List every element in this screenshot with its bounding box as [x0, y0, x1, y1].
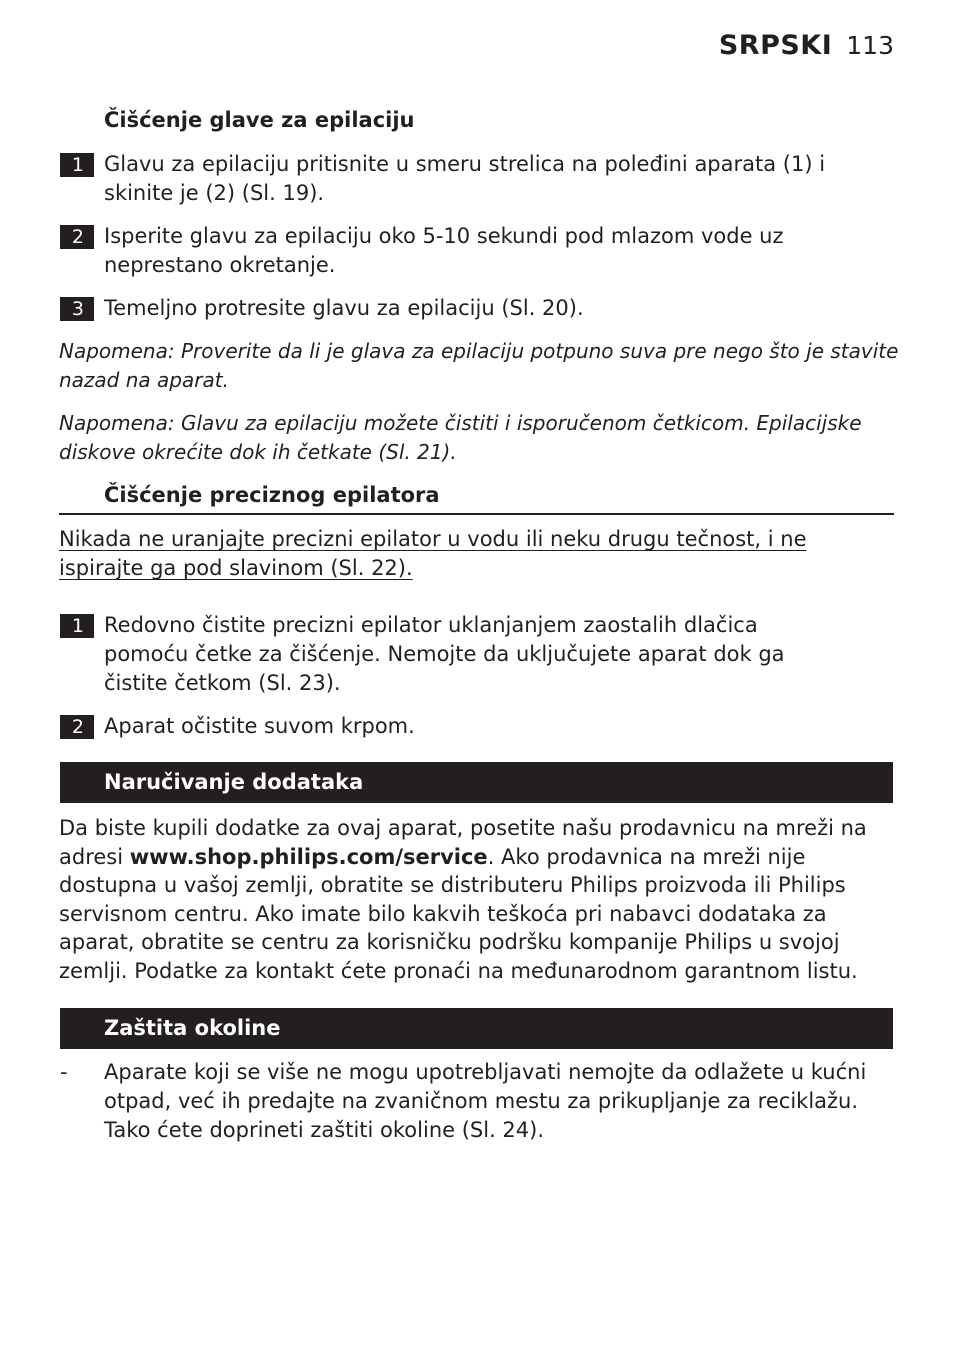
section-title-precision-epilator: Čišćenje preciznog epilatora [104, 483, 440, 507]
step-text: Glavu za epilaciju pritisnite u smeru strelica na poleđini aparata (1) i skinite je (2) (Sl. 19). [104, 152, 826, 205]
step-number: 1 [60, 614, 94, 638]
page-header [719, 30, 894, 61]
paragraph-text: Da biste kupili dodatke za ovaj aparat, posetite našu prodavnicu na mreži na adresi [59, 816, 867, 869]
step-text: Temeljno protresite glavu za epilaciju (Sl. 20). [104, 296, 584, 320]
step-number: 3 [60, 297, 94, 321]
bullet-text: Aparate koji se više ne mogu upotrebljavati nemojte da odlažete u kućni otpad, već ih predajte na zvaničnom mestu za prikupljanje za reciklažu. Tako ćete doprineti zaštiti okoline (Sl. 24). [104, 1060, 867, 1142]
divider [59, 513, 894, 515]
step-text: Aparat očistite suvom krpom. [104, 714, 415, 738]
shop-url-link[interactable]: www.shop.philips.com/service [129, 844, 488, 869]
step-number: 1 [60, 153, 94, 177]
ordering-paragraph [59, 814, 899, 986]
section-bar-environment [60, 1008, 893, 1049]
section-title-cleaning-head: Čišćenje glave za epilaciju [104, 108, 415, 132]
step-number: 2 [60, 715, 94, 739]
step-number: 2 [60, 225, 94, 249]
section-title: Naručivanje dodataka [104, 770, 364, 794]
section-title: Zaštita okoline [104, 1016, 281, 1040]
page-number: 113 [846, 31, 894, 60]
paragraph-text: . Ako prodavnica na mreži nije dostupna u vašoj zemlji, obratite se distributeru Philips proizvoda ili Philips servisnom centru. Ako imate bilo kakvih teškoća pri nabavci dodataka za aparat, obratite se centru za korisničku podršku kompanije Philips u svojoj zemlji. Podatke za kontakt ćete pronaći na međunarodnom garantnom listu. [59, 844, 858, 983]
language-label: SRPSKI [718, 30, 833, 61]
step-text: Redovno čistite precizni epilator uklanjanjem zaostalih dlačica pomoću četke za čišćenje. Nemojte da uključujete aparat dok ga čistite četkom (Sl. 23). [104, 613, 785, 695]
note: Napomena: Proverite da li je glava za epilaciju potpuno suva pre nego što je stavite nazad na aparat. [59, 339, 899, 392]
section-bar-ordering-accessories [60, 762, 893, 803]
bullet-dash: - [60, 1060, 68, 1084]
note: Napomena: Glavu za epilaciju možete čistiti i isporučenom četkicom. Epilacijske diskove okrećite dok ih četkate (Sl. 21). [59, 411, 862, 464]
step-text: Isperite glavu za epilaciju oko 5-10 sekundi pod mlazom vode uz neprestano okretanje. [104, 224, 784, 277]
warning-text: Nikada ne uranjajte precizni epilator u vodu ili neku drugu tečnost, i ne ispirajte ga pod slavinom (Sl. 22). [59, 527, 807, 580]
